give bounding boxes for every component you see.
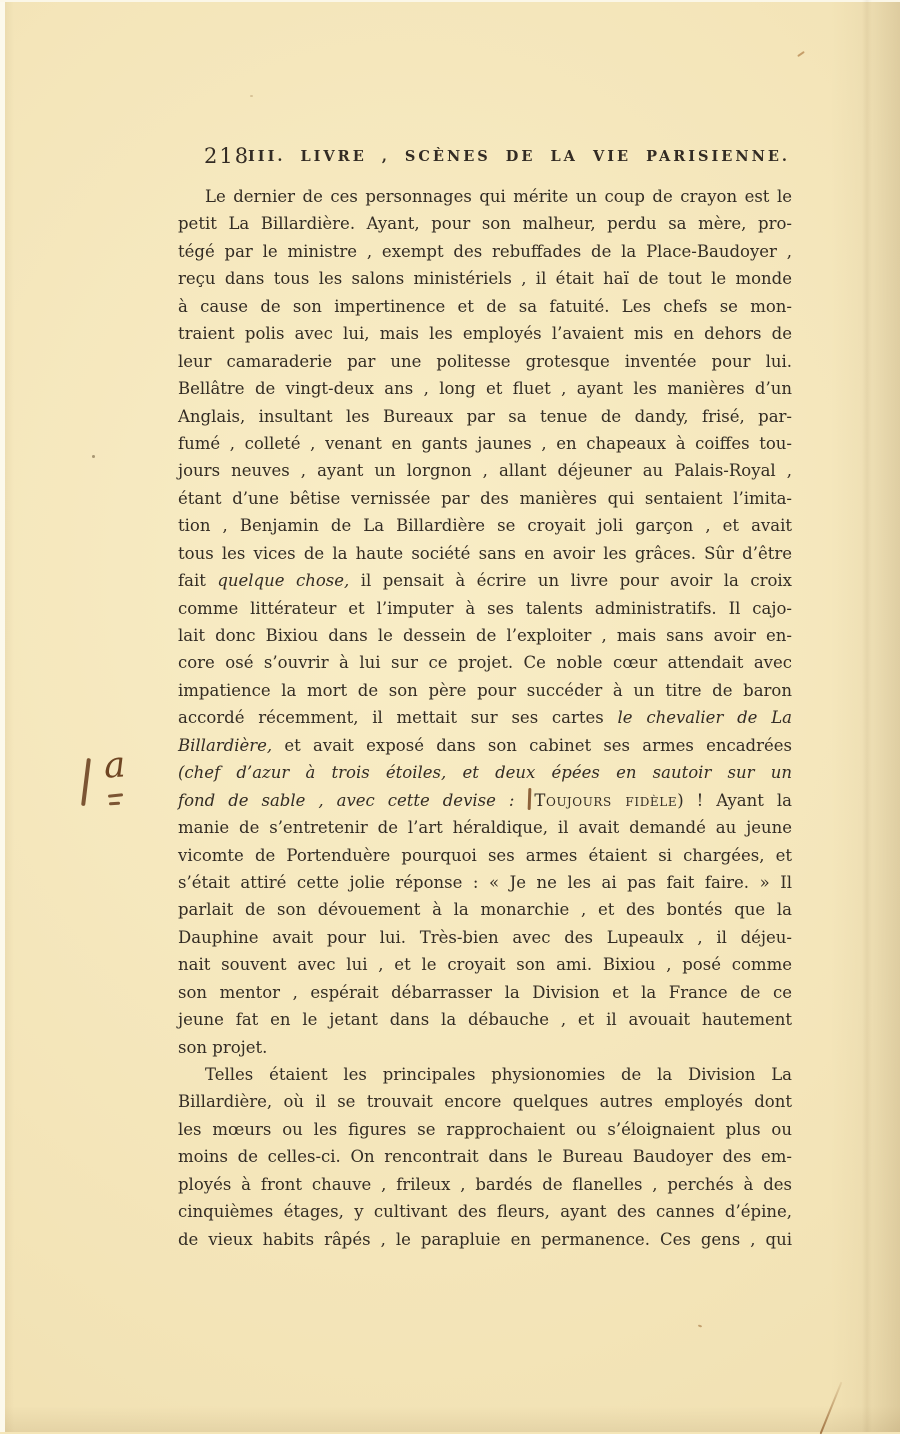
text-line [178, 1198, 792, 1225]
text-segment: accordé récemment, il mettait sur ses cartes [178, 708, 618, 728]
text-line [178, 1034, 792, 1061]
text-line [178, 210, 792, 237]
text-line [178, 1061, 792, 1088]
text-line [178, 485, 792, 512]
page-header [178, 144, 792, 174]
text-line [178, 842, 792, 869]
running-header: III. LIVRE , SCÈNES DE LA VIE PARISIENNE. [248, 148, 790, 165]
text-line [178, 1088, 792, 1115]
text-segment: cinquièmes étages, y cultivant des fleurs, ayant des cannes d’épine, [178, 1202, 792, 1222]
handwritten-letter: a [102, 744, 127, 787]
text-segment: Toujours fidèle [534, 790, 678, 810]
text-segment: fait [178, 571, 218, 591]
text-segment: impatience la mort de son père pour succéder à un titre de baron [178, 680, 792, 700]
text-segment: Billardière, [178, 735, 273, 755]
handwritten-underline [109, 802, 120, 805]
text-segment: Telles étaient les principales physionomies de la Division La [205, 1065, 792, 1084]
text-line [178, 1116, 792, 1143]
margin-annotation [78, 746, 148, 846]
text-line [178, 896, 792, 923]
text-segment: Le dernier de ces personnages qui mérite un coup de crayon est le [205, 187, 792, 206]
text-segment: core osé s’ouvrir à lui sur ce projet. Ce noble cœur attendait avec [178, 653, 792, 673]
text-segment: leur camaraderie par une politesse grotesque inventée pour lui. [178, 351, 792, 371]
text-segment: à cause de son impertinence et de sa fatuité. Les chefs se mon- [178, 296, 792, 316]
text-segment: Billardière, où il se trouvait encore quelques autres employés dont [178, 1092, 792, 1112]
paper-speck [250, 95, 253, 97]
text-segment: son projet. [178, 1037, 268, 1057]
text-segment: reçu dans tous les salons ministériels , il était haï de tout le monde [178, 269, 792, 289]
text-line [178, 924, 792, 951]
text-segment: fond de sable , avec cette devise : [178, 790, 528, 810]
text-line [178, 677, 792, 704]
text-segment: les mœurs ou les figures se rapprochaient ou s’éloignaient plus ou [178, 1119, 792, 1139]
text-segment: comme littérateur et l’imputer à ses talents administratifs. Il cajo- [178, 598, 792, 618]
text-segment: il pensait à écrire un livre pour avoir la croix [349, 571, 792, 591]
text-line [178, 869, 792, 896]
text-segment: fumé , colleté , venant en gants jaunes , en chapeaux à coiffes tou- [178, 433, 792, 453]
text-block [178, 183, 792, 1253]
text-line [178, 1006, 792, 1033]
text-line [178, 649, 792, 676]
text-segment: parlait de son dévouement à la monarchie , et des bontés que la [178, 900, 792, 920]
page-number: 218 [204, 144, 251, 168]
text-segment: nait souvent avec lui , et le croyait son ami. Bixiou , posé comme [178, 955, 792, 975]
text-segment: manie de s’entretenir de l’art héraldique, il avait demandé au jeune [178, 818, 792, 838]
text-line [178, 622, 792, 649]
text-line [178, 375, 792, 402]
scan-edge-top [0, 0, 900, 2]
text-line [178, 979, 792, 1006]
text-segment: vicomte de Portenduère pourquoi ses armes étaient si chargées, et [178, 845, 792, 865]
text-segment: jours neuves , ayant un lorgnon , allant déjeuner au Palais-Royal , [178, 461, 792, 481]
scan-edge-left [0, 0, 5, 1432]
text-line [178, 320, 792, 347]
text-segment: (chef d’azur à trois étoiles, et deux épées en sautoir sur un [178, 763, 792, 783]
text-line [178, 732, 792, 759]
text-segment: Bellâtre de vingt-deux ans , long et fluet , ayant les manières d’un [178, 379, 792, 399]
text-line [178, 183, 792, 210]
text-line [178, 457, 792, 484]
text-segment: jeune fat en le jetant dans la débauche , et il avouait hautement [178, 1010, 792, 1030]
text-line [178, 540, 792, 567]
paper-speck [540, 1105, 543, 1107]
text-line [178, 403, 792, 430]
paper-speck [92, 455, 95, 458]
text-segment: s’était attiré cette jolie réponse : « Je ne les ai pas fait faire. » Il [178, 872, 792, 892]
text-segment: étant d’une bêtise vernissée par des manières qui sentaient l’imita- [178, 488, 792, 508]
text-line [178, 430, 792, 457]
text-line [178, 951, 792, 978]
text-segment: quelque chose, [217, 571, 350, 591]
text-segment: Anglais, insultant les Bureaux par sa tenue de dandy, frisé, par- [178, 406, 792, 426]
text-segment: tion , Benjamin de La Billardière se croyait joli garçon , et avait [178, 516, 792, 536]
paragraph [178, 1061, 792, 1253]
text-segment: tous les vices de la haute société sans en avoir les grâces. Sûr d’être [178, 543, 792, 563]
text-segment: petit La Billardière. Ayant, pour son malheur, perdu sa mère, pro- [178, 214, 792, 234]
text-segment: et avait exposé dans son cabinet ses armes encadrées [272, 735, 792, 755]
text-line [178, 595, 792, 622]
paragraph [178, 183, 792, 1061]
text-segment: traient polis avec lui, mais les employés l’avaient mis en dehors de [178, 324, 792, 344]
text-line [178, 265, 792, 292]
text-segment: moins de celles-ci. On rencontrait dans le Bureau Baudoyer des em- [178, 1147, 792, 1167]
text-line [178, 567, 792, 594]
text-segment: le chevalier de La [617, 708, 792, 728]
text-segment: ) ! Ayant la [677, 790, 792, 810]
text-line [178, 348, 792, 375]
text-segment: lait donc Bixiou dans le dessein de l’exploiter , mais sans avoir en- [178, 626, 792, 645]
text-segment: de vieux habits râpés , le parapluie en permanence. Ces gens , qui [178, 1229, 792, 1249]
text-segment: Dauphine avait pour lui. Très-bien avec des Lupeaulx , il déjeu- [178, 927, 792, 947]
handwritten-underline [108, 793, 123, 797]
text-segment: ployés à front chauve , frileux , bardés de flanelles , perchés à des [178, 1174, 792, 1194]
text-line [178, 512, 792, 539]
text-line [178, 293, 792, 320]
text-line [178, 759, 792, 786]
text-line [178, 814, 792, 841]
text-line [178, 1143, 792, 1170]
text-line [178, 238, 792, 265]
text-line [178, 1171, 792, 1198]
text-line [178, 704, 792, 731]
handwritten-ink-stroke [528, 788, 532, 810]
handwritten-margin-stroke [81, 758, 90, 806]
paper-crease [862, 0, 872, 1432]
text-line [178, 787, 792, 814]
text-line [178, 1226, 792, 1253]
text-segment: son mentor , espérait débarrasser la Division et la France de ce [178, 982, 792, 1002]
text-segment: tégé par le ministre , exempt des rebuffades de la Place-Baudoyer , [178, 241, 792, 261]
